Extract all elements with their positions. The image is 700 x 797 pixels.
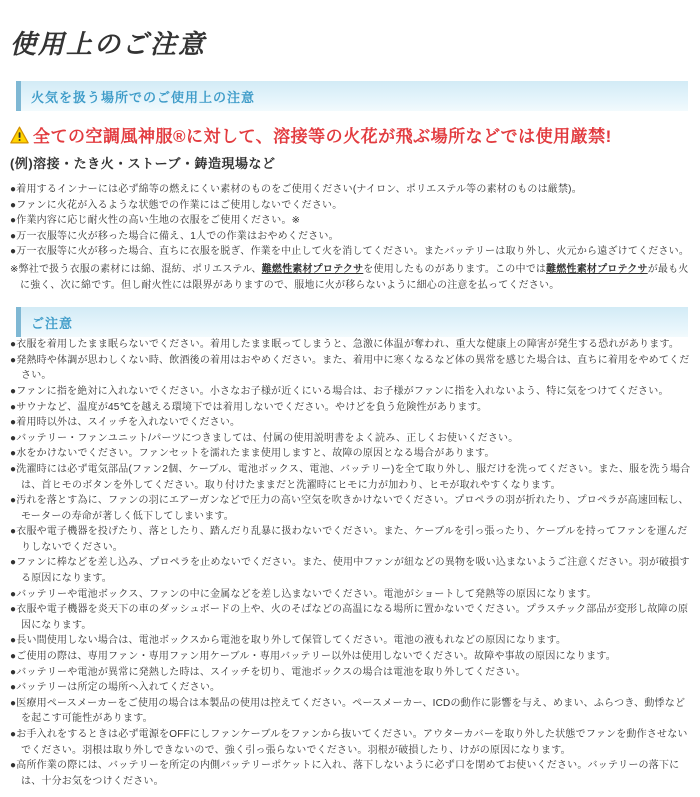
list-item: ●着用するインナーには必ず綿等の燃えにくい素材のものをご使用ください(ナイロン、ポリエステル等の素材のものは厳禁)。 bbox=[10, 184, 582, 195]
caution-notes-list bbox=[10, 337, 692, 789]
list-item: ●万一衣服等に火が移った場合に備え、1人での作業はおやめください。 bbox=[10, 230, 339, 242]
fire-precautions-section bbox=[10, 81, 692, 293]
list-item: ●ファンに火花が入るような状態での作業にはご使用しないでください。 bbox=[10, 199, 343, 211]
section-header-caution bbox=[16, 307, 688, 337]
list-item: ●洗濯時には必ず電気部品(ファン2個、ケーブル、電池ボックス、電池、バッテリー)を全て取り外し、服だけを洗ってください。また、服を洗う場合は、首ヒモのボタンを外してください。取り付けたままだと洗濯時にヒモに力が加わり、ヒモが取れやすくなります。 bbox=[10, 463, 691, 491]
list-item: ●サウナなど、温度が45℃を越える環境下では着用しないでください。やけどを負う危険性があります。 bbox=[10, 401, 488, 413]
fire-notes-list bbox=[10, 182, 692, 260]
fire-warning-line bbox=[10, 122, 692, 147]
fire-example-text: (例)溶接・たき火・ストーブ・鋳造現場など bbox=[10, 156, 276, 171]
list-item: ●作業内容に応じ耐火性の高い生地の衣服をご使用ください。※ bbox=[10, 215, 301, 227]
list-item: ●ご使用の際は、専用ファン・専用ファン用ケーブル・専用バッテリー以外は使用しないでください。故障や事故の原因になります。 bbox=[10, 651, 616, 663]
section-header-caution-label: ご注意 bbox=[31, 316, 74, 332]
section-header-fire bbox=[16, 81, 688, 111]
list-item: ●衣服を着用したまま眠らないでください。着用したまま眠ってしまうと、急激に体温が奪われ、重大な健康上の障害が発生する恐れがあります。 bbox=[10, 339, 680, 351]
list-item: ●バッテリーは所定の場所へ入れてください。 bbox=[10, 682, 221, 694]
section-header-fire-label: 火気を扱う場所でのご使用上の注意 bbox=[31, 90, 256, 105]
list-item: ●万一衣服等に火が移った場合、直ちに衣服を脱ぎ、作業を中止して火を消してください。またバッテリーは取り外し、火元から遠ざけてください。 bbox=[10, 246, 690, 258]
list-item: ●長い間使用しない場合は、電池ボックスから電池を取り外して保管してください。電池の液もれなどの原因になります。 bbox=[10, 635, 567, 647]
list-item: ●バッテリーや電池ボックス、ファンの中に金属などを差し込まないでください。電池がショートして発熱等の原因になります。 bbox=[10, 588, 597, 600]
list-item: ●ファンに棒などを差し込み、プロペラを止めないでください。また、使用中ファンが紐などの異物を吸い込まないようご注意ください。羽が破損する原因になります。 bbox=[10, 557, 690, 585]
fire-warning-text: 全ての空調風神服®に対して、溶接等の火花が飛ぶ場所などでは使用厳禁! bbox=[33, 127, 612, 146]
list-item: ●医療用ペースメーカーをご使用の場合は本製品の使用は控えてください。ペースメーカー、ICDの動作に影響を与え、めまい、ふらつき、動悸などを起こす可能性があります。 bbox=[10, 697, 686, 725]
page-title: 使用上のご注意 bbox=[10, 29, 207, 59]
list-item: ●衣服や電子機器を投げたり、落としたり、踏んだり乱暴に扱わないでください。また、ケーブルを引っ張ったり、ケーブルを持ってファンを運んだりしないでください。 bbox=[10, 526, 688, 553]
general-caution-section bbox=[10, 307, 692, 789]
list-item: ●ファンに指を絶対に入れないでください。小さなお子様が近くにいる場合は、お子様がファンに指を入れないよう、特に気をつけてください。 bbox=[10, 385, 669, 397]
list-item: ●高所作業の際には、バッテリーを所定の内側バッテリーポケットに入れ、落下しないように必ず口を閉めてお使いください。バッテリーの落下には、十分お気をつけください。 bbox=[10, 760, 680, 787]
list-item: ●バッテリーや電池が異常に発熱した時は、スイッチを切り、電池ボックスの場合は電池を取り外してください。 bbox=[10, 666, 526, 678]
list-item: ●発熱時や体調が思わしくない時、飲酒後の着用はおやめください。また、着用中に寒くなるなど体の異常を感じた場合は、直ちに着用をやめてください。 bbox=[10, 354, 690, 382]
list-item: ●汚れを落とす為に、ファンの羽にエアーガンなどで圧力の高い空気を吹きかけないでください。プロペラの羽が折れたり、プロペラが高速回転し、モーターの寿命が著しく低下してしまいます。 bbox=[10, 495, 689, 522]
warning-triangle-icon bbox=[10, 126, 29, 144]
list-item: ●衣服や電子機器を炎天下の車のダッシュボードの上や、火のそばなどの高温になる場所に置かないでください。プラスチック部品が変形し故障の原因になります。 bbox=[10, 604, 689, 631]
list-item: ●バッテリー・ファンユニット/パーツにつきましては、付属の使用説明書をよく読み、正しくお使いください。 bbox=[10, 432, 519, 444]
list-item: ●水をかけないでください。ファンセットを濡れたまま使用しますと、故障の原因となる場合があります。 bbox=[10, 448, 495, 460]
list-item: ●お手入れをするときは必ず電源をOFFにしファンケーブルをファンから抜いてください。アウターカバーを取り外した状態でファンを動作させないでください。羽根は取り外しできないので、強く引っ張らないでください。羽根が破損したり、けがの原因になります。 bbox=[10, 729, 688, 756]
fabric-footnote: ※弊社で扱う衣服の素材には綿、混紡、ポリエステル、難燃性素材プロテクサを使用したものがあります。この中では難燃性素材プロテクサが最も火に強く、次に綿です。但し耐火性には限界がありますので、服地に火が移らないように細心の注意を払ってください。 bbox=[10, 263, 689, 291]
list-item: ●着用時以外は、スイッチを入れないでください。 bbox=[10, 417, 241, 429]
